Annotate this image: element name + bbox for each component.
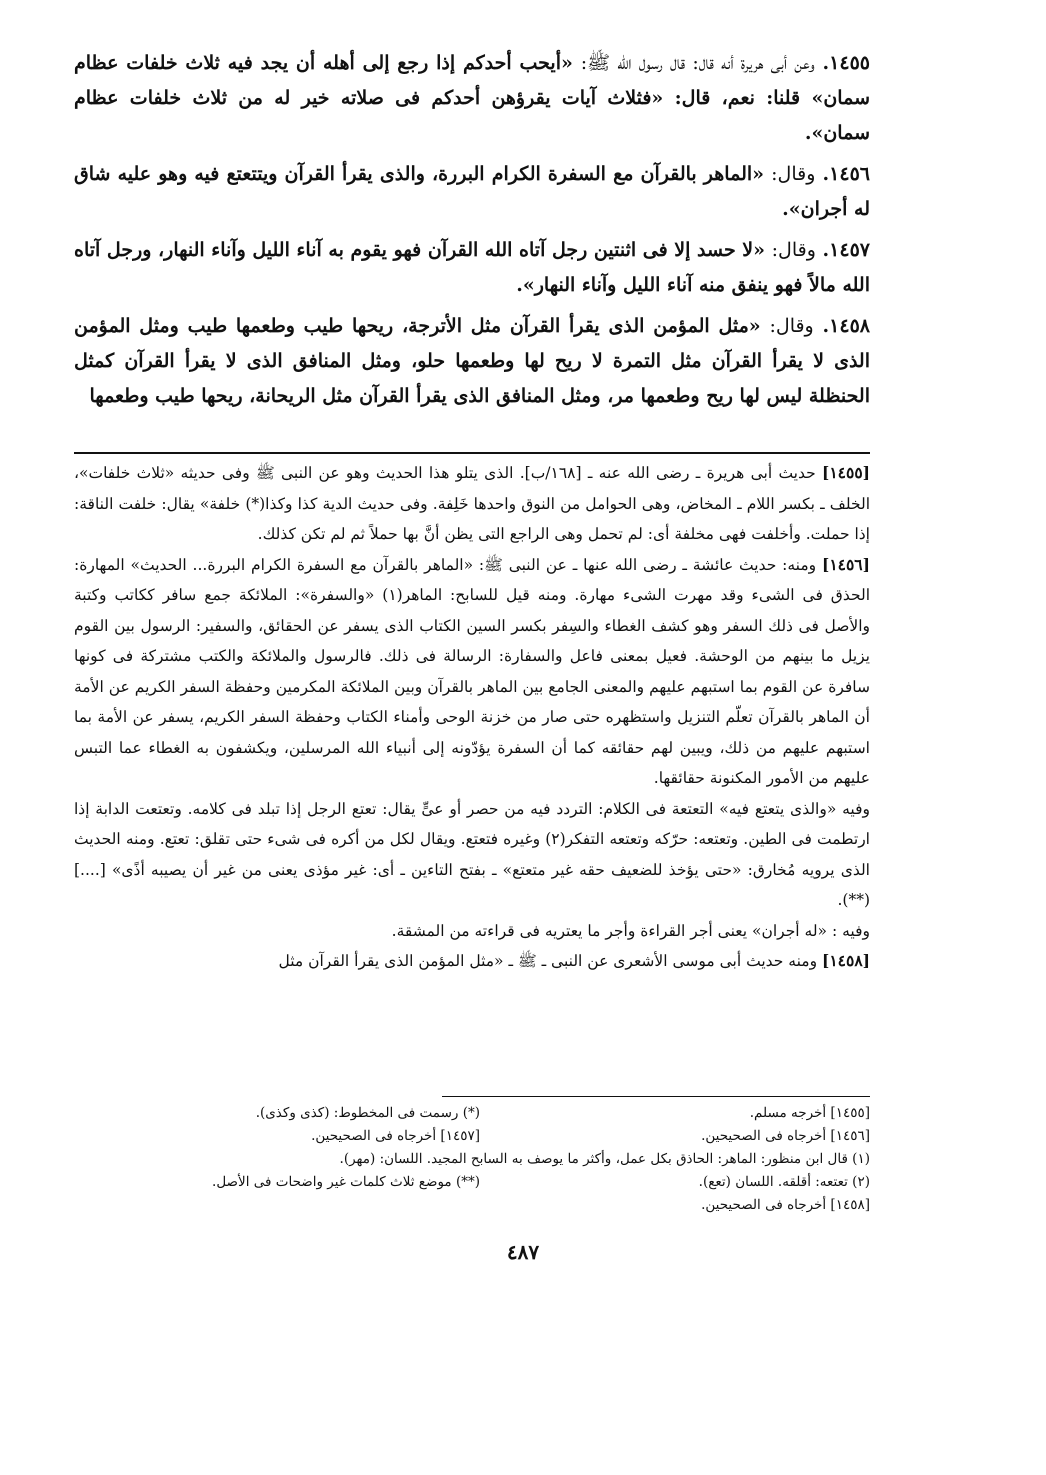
hadith-number: ١٤٥٥. — [822, 52, 870, 74]
commentary-ref: [١٤٥٦] — [821, 554, 870, 574]
hadith-1456 — [74, 157, 870, 227]
commentary-text: ومنه: حديث عائشة ـ رضى الله عنها ـ عن النبى ﷺ: «الماهر بالقرآن مع السفرة الكرام البررة... الحديث» المهارة: الحذق فى الشىء وقد مهرت الشىء مهارة. ومنه قيل للسابح: الماهر(١) «والسفرة»: الملائكة جمع سافر ككاتب وكتبة والأصل فى ذلك السفر وهو كشف الغطاء والسِفر بكسر السين الكتاب الذى يسفر عن الحقائق، والسفير: الرسول بين القوم يزيل ما بينهم من الوحشة. فعيل بمعنى فاعل والسفارة: الرسالة فى ذلك. فالرسول والملائكة والكتب مشتركة فى كونها سافرة عن القوم بما استبهم عليهم والمعنى الجامع بين الماهر بالقرآن وبين الملائكة المكرمين وحفظة السفر الكريم عن الأمة أن الماهر بالقرآن تعلّم التنزيل واستظهره حتى صار من خزنة الوحى وأمناء الكتاب وحفظة السفر الكريم، يسفر عن الأمة بما استبهم عليهم من ذلك، ويبين لهم حقائقه كما أن السفرة يؤدّونه إلى أنبياء الله المرسلين، ويكشفون به الغطاء عما التبس عليهم من الأمور المكنونة حقائقها. — [74, 555, 870, 787]
footnote: (**) موضع ثلاث كلمات غير واضحات فى الأصل. — [212, 1174, 480, 1190]
footnote: (١) قال ابن منظور: الماهر: الحاذق بكل عمل، وأكثر ما يوصف به السابح المجيد. اللسان: (مهر). — [339, 1151, 870, 1167]
commentary-1458 — [74, 946, 870, 977]
commentary-ajran — [74, 916, 870, 947]
hadith-intro: وقال: — [771, 163, 816, 185]
footnote: [١٤٥٨] أخرجاه فى الصحيحين. — [701, 1197, 870, 1213]
hadith-intro: وعن أبى هريرة أنه قال: قال رسول الله ﷺ: — [580, 52, 815, 74]
hadith-number: ١٤٥٨. — [822, 315, 870, 337]
page-number: ٤٨٧ — [506, 1240, 540, 1264]
footnote-row — [74, 1125, 870, 1148]
hadith-text: «أيحب أحدكم إذا رجع إلى أهله أن يجد فيه ثلاث خلفات عظام سمان» قلنا: نعم، قال: «فثلاث آيات يقرؤهن أحدكم فى صلاته خير له من ثلاث خلفات عظام سمان». — [74, 52, 870, 144]
commentary-ref: [١٤٥٥] — [822, 463, 870, 482]
hadith-intro: وقال: — [769, 315, 814, 337]
section-divider — [74, 452, 870, 454]
footnote-row — [74, 1102, 870, 1125]
footnote: (٢) تعتعه: أقلقه. اللسان (تعع). — [698, 1174, 870, 1190]
footnote-row — [74, 1148, 870, 1171]
footnote: [١٤٥٥] أخرجه مسلم. — [749, 1105, 870, 1121]
footnote: [١٤٥٦] أخرجاه فى الصحيحين. — [701, 1128, 870, 1144]
commentary-text: حديث أبى هريرة ـ رضى الله عنه ـ [١٦٨/ب]. الذى يتلو هذا الحديث وهو عن النبى ﷺ وفى حديثه «ثلاث خلفات»، الخلف ـ بكسر اللام ـ المخاض، وهى الحوامل من النوق واحدها خَلِفة. وفى حديث الدية كذا وكذا(*) خلفة» يقال: خلفت الناقة: إذا حملت. وأخلفت فهى مخلفة أى: لم تحمل وهى الراجع التى يظن أنَّ بها حملاً ثم لم تكن كذلك. — [74, 464, 870, 543]
commentary-text: وفيه «والذى يتعتع فيه» التعتعة فى الكلام: التردد فيه من حصر أو عىٍّ يقال: تعتع الرجل إذا تبلد فى كلامه. وتعتعت الدابة إذا ارتطمت فى الطين. وتعتعه: حرّكه وتعتعه التفكر(٢) وغيره فتعتع. ويقال لكل من أكره فى شىء حتى تقلق: تعتع. ومنه الحديث الذى يرويه مُخارق: «حتى يؤخذ للضعيف حقه غير متعتع» ـ بفتح التاءين ـ أى: غير مؤذى يعنى من غير أن يصيبه أذًى» [....](**). — [74, 799, 870, 909]
hadith-text: «الماهر بالقرآن مع السفرة الكرام البررة، والذى يقرأ القرآن ويتتعتع فيه وهو عليه شاق له أجران». — [74, 163, 870, 220]
footnote-row — [74, 1171, 870, 1194]
hadith-number: ١٤٥٧. — [822, 239, 870, 261]
footnote-divider — [442, 1096, 870, 1097]
hadith-1457 — [74, 233, 870, 303]
hadith-text: «مثل المؤمن الذى يقرأ القرآن مثل الأترجة، ريحها طيب وطعمها طيب ومثل المؤمن الذى لا يقرأ القرآن مثل التمرة لا ريح لها وطعمها حلو، ومثل المنافق الذى لا يقرأ القرآن كمثل الحنظلة ليس لها ريح وطعمها مر، ومثل المنافق الذى يقرأ القرآن مثل الريحانة، ريحها طيب وطعمها — [74, 315, 870, 407]
commentary-1456 — [74, 550, 870, 794]
commentary-text: وفيه : «له أجران» يعنى أجر القراءة وأجر ما يعتريه فى قراءته من المشقة. — [391, 921, 870, 940]
hadith-text: «لا حسد إلا فى اثنتين رجل آتاه الله القرآن فهو يقوم به آناء الليل وآناء النهار، ورجل آتاه الله مالاً فهو ينفق منه آناء الليل وآناء النهار». — [74, 239, 870, 296]
hadith-number: ١٤٥٦. — [822, 163, 870, 185]
commentary-1455 — [74, 458, 870, 550]
commentary — [74, 458, 870, 977]
main-text — [74, 46, 870, 420]
commentary-ref: [١٤٥٨] — [822, 951, 870, 970]
hadith-1455 — [74, 46, 870, 151]
footnote: (*) رسمت فى المخطوط: (كذى وكذى). — [255, 1105, 480, 1121]
commentary-tatatu — [74, 794, 870, 916]
commentary-text: ومنه حديث أبى موسى الأشعرى عن النبى ـ ﷺ ـ «مثل المؤمن الذى يقرأ القرآن مثل — [278, 952, 818, 970]
hadith-1458 — [74, 309, 870, 414]
footnote: [١٤٥٧] أخرجاه فى الصحيحين. — [311, 1128, 480, 1144]
hadith-intro: وقال: — [771, 239, 816, 261]
footnote-row — [74, 1194, 870, 1217]
footnotes — [74, 1102, 870, 1217]
